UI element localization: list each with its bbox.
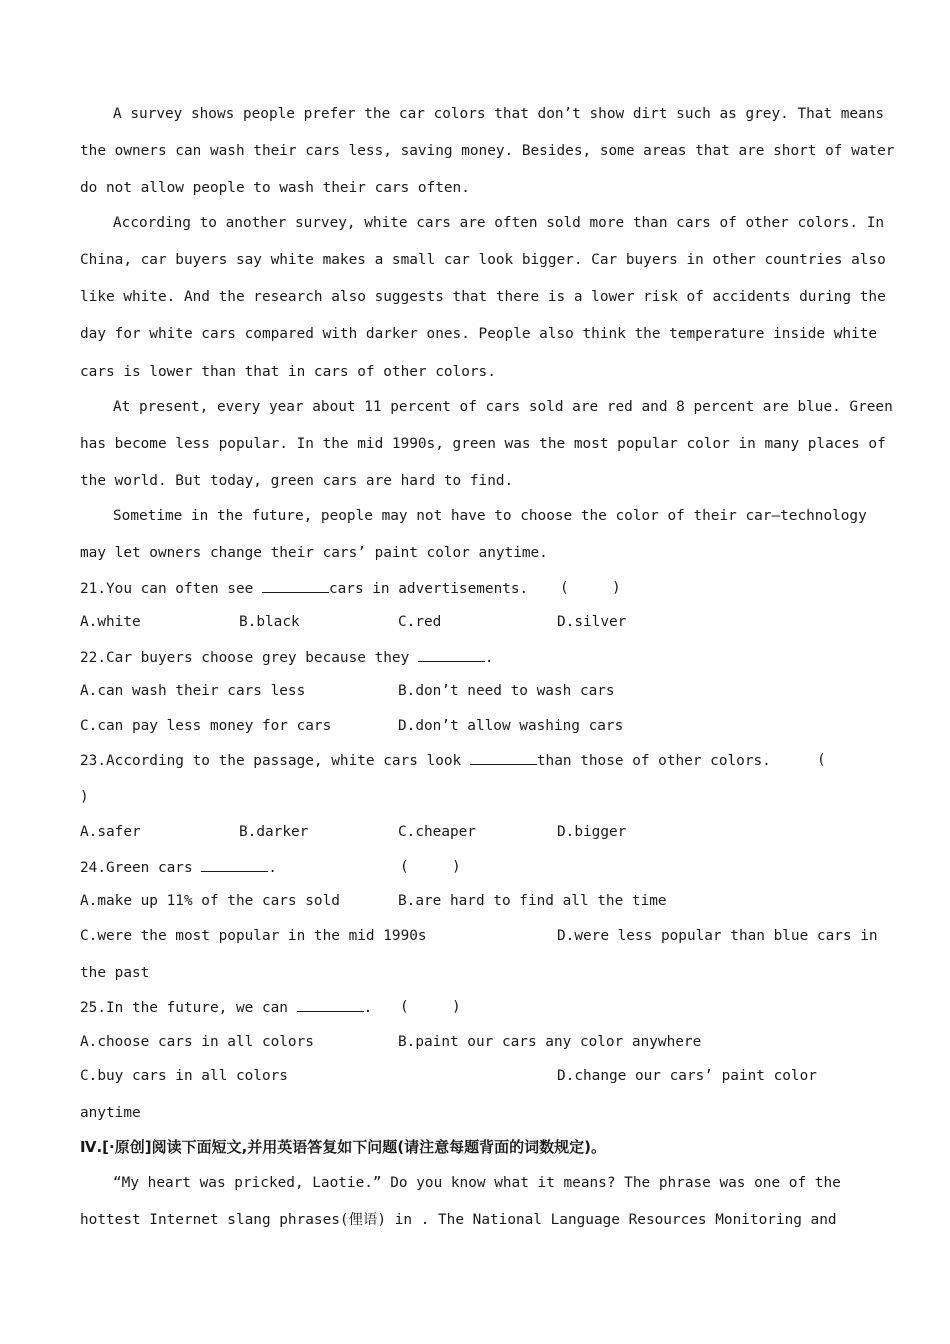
answer-blank [418,647,485,662]
option-d-continued: anytime [80,1105,141,1121]
passage-line: A survey shows people prefer the car colors that don’t show dirt such as grey. That means [113,106,885,122]
option-d: D.silver [557,614,627,630]
passage-line: At present, every year about 11 percent of cars sold are red and 8 percent are blue. Green [113,399,893,415]
passage-line: like white. And the research also suggests that there is a lower risk of accidents during the [80,289,886,305]
passage-line: day for white cars compared with darker ones. People also think the temperature inside white [80,326,878,342]
answer-paren-close: ) [80,789,89,805]
question-21-stem: 21.You can often see cars in advertisements. [80,578,528,599]
passage-line: may let owners change their cars’ paint color anytime. [80,545,548,561]
option-c: C.were the most popular in the mid 1990s [80,928,427,944]
passage-line: hottest Internet slang phrases(俚语) in . The National Language Resources Monitoring and [80,1212,837,1228]
section-heading: Ⅳ.[·原创]阅读下面短文,并用英语答复如下问题(请注意每题背面的词数规定)。 [80,1138,606,1156]
option-b: B.darker [239,824,309,840]
option-d: D.bigger [557,824,627,840]
question-25-stem: 25.In the future, we can . [80,997,372,1018]
passage-line: do not allow people to wash their cars often. [80,180,470,196]
passage-line: “My heart was pricked, Laotie.” Do you know what it means? The phrase was one of the [113,1175,841,1191]
passage-line: According to another survey, white cars are often sold more than cars of other colors. In [113,215,885,231]
option-d-continued: the past [80,965,150,981]
option-a: A.make up 11% of the cars sold [80,893,340,909]
option-c: C.buy cars in all colors [80,1068,288,1084]
passage-line: the owners can wash their cars less, saving money. Besides, some areas that are short of water [80,143,895,159]
answer-blank [470,750,537,765]
option-d: D.change our cars’ paint color [557,1068,817,1084]
answer-paren: ( ) [400,859,461,875]
answer-paren: ( ) [400,999,461,1015]
answer-blank [262,578,329,593]
option-b: B.don’t need to wash cars [398,683,615,699]
passage-line: China, car buyers say white makes a small car look bigger. Car buyers in other countries also [80,252,886,268]
question-22-stem: 22.Car buyers choose grey because they . [80,647,494,668]
passage-line: cars is lower than that in cars of other colors. [80,364,496,380]
passage-line: Sometime in the future, people may not have to choose the color of their car—technology [113,508,867,524]
option-b: B.black [239,614,300,630]
answer-blank [297,997,364,1012]
option-c: C.cheaper [398,824,476,840]
option-b: B.are hard to find all the time [398,893,667,909]
passage-line: has become less popular. In the mid 1990s, green was the most popular color in many places of [80,436,886,452]
option-d: D.were less popular than blue cars in [557,928,878,944]
option-a: A.white [80,614,141,630]
option-d: D.don’t allow washing cars [398,718,624,734]
option-a: A.choose cars in all colors [80,1034,314,1050]
answer-paren-open: ( [817,752,826,768]
option-b: B.paint our cars any color anywhere [398,1034,702,1050]
option-a: A.can wash their cars less [80,683,306,699]
answer-paren: ( ) [560,580,621,596]
answer-blank [201,857,268,872]
passage-line: the world. But today, green cars are hard to find. [80,473,514,489]
question-23-stem: 23.According to the passage, white cars look than those of other colors. [80,750,771,771]
question-24-stem: 24.Green cars . [80,857,277,878]
option-a: A.safer [80,824,141,840]
option-c: C.can pay less money for cars [80,718,332,734]
option-c: C.red [398,614,442,630]
